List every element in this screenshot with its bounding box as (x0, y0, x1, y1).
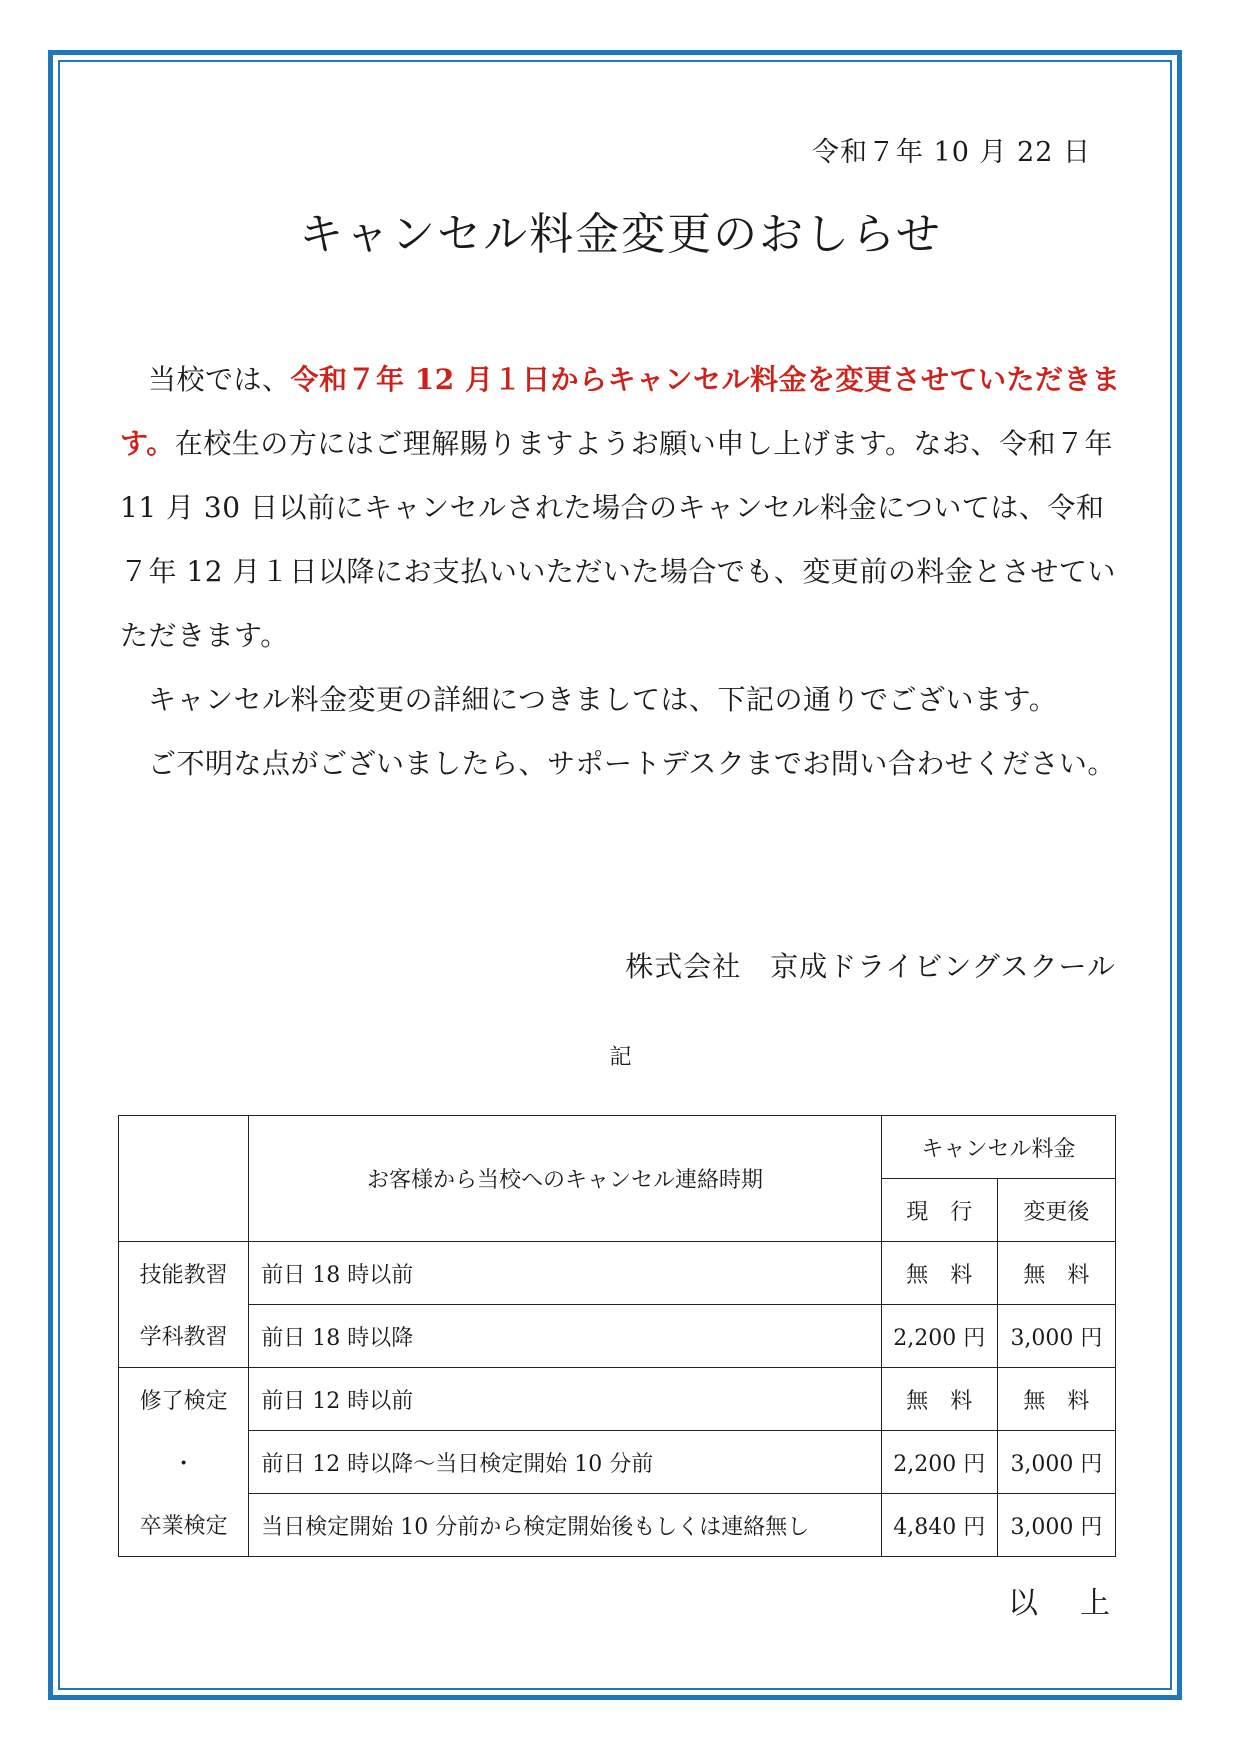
row-period: 前日 18 時以前 (249, 1242, 881, 1305)
header-new: 変更後 (997, 1179, 1115, 1242)
table-row (119, 1368, 1116, 1431)
notice-title: キャンセル料金変更のおしらせ (299, 209, 942, 260)
row-category: 卒業検定 (119, 1494, 249, 1557)
row-period: 前日 18 時以降 (249, 1305, 881, 1368)
header-empty-cell (119, 1116, 249, 1242)
paragraph-1-rest: 在校生の方にはご理解賜りますようお願い申し上げます。なお、令和７年 11 月 30 日以前にキャンセルされた場合のキャンセル料金については、令和７年 12 月１日以降にお支払いいただいた場合でも、変更前の料金とさせていただきます。 (120, 427, 1116, 652)
row-category: 技能教習 (119, 1242, 249, 1305)
row-current-fee: 2,200 円 (881, 1431, 997, 1494)
row-category: 修了検定 (119, 1368, 249, 1431)
row-category: 学科教習 (119, 1305, 249, 1368)
row-current-fee: 無 料 (881, 1368, 997, 1431)
row-current-fee: 無 料 (881, 1242, 997, 1305)
row-new-fee: 無 料 (997, 1368, 1115, 1431)
table-row (119, 1431, 1116, 1494)
header-fee: キャンセル料金 (881, 1116, 1115, 1179)
header-current: 現 行 (881, 1179, 997, 1242)
row-period: 前日 12 時以前 (249, 1368, 881, 1431)
row-new-fee: 3,000 円 (997, 1494, 1115, 1557)
row-period: 当日検定開始 10 分前から検定開始後もしくは連絡無し (249, 1494, 881, 1557)
row-period: 前日 12 時以降～当日検定開始 10 分前 (249, 1431, 881, 1494)
table-row (119, 1494, 1116, 1557)
paragraph-3: ご不明な点がございましたら、サポートデスクまでお問い合わせください。 (148, 747, 1116, 780)
notice-date: 令和７年 10 月 22 日 (811, 137, 1091, 168)
row-new-fee: 3,000 円 (997, 1305, 1115, 1368)
row-current-fee: 2,200 円 (881, 1305, 997, 1368)
table-row (119, 1242, 1116, 1305)
paragraph-2: キャンセル料金変更の詳細につきましては、下記の通りでございます。 (148, 683, 1058, 716)
table-header-row (119, 1116, 1116, 1179)
row-category: ・ (119, 1431, 249, 1494)
cancellation-fee-table (118, 1115, 1116, 1557)
row-new-fee: 3,000 円 (997, 1431, 1115, 1494)
header-period: お客様から当校へのキャンセル連絡時期 (249, 1116, 881, 1242)
paragraph-1-lead: 当校では、 (148, 363, 291, 396)
highlight-effective-date: 令和７年 12 月１日からキャンセル料金を変更させていただきます。 (120, 363, 1121, 460)
ki-heading: 記 (609, 1045, 632, 1070)
paragraph-1 (120, 348, 1130, 668)
row-current-fee: 4,840 円 (881, 1494, 997, 1557)
closing-mark: 以 上 (1008, 1586, 1116, 1621)
table-row (119, 1305, 1116, 1368)
notice-body (120, 348, 1130, 796)
company-name: 株式会社 京成ドライビングスクール (625, 950, 1116, 983)
row-new-fee: 無 料 (997, 1242, 1115, 1305)
